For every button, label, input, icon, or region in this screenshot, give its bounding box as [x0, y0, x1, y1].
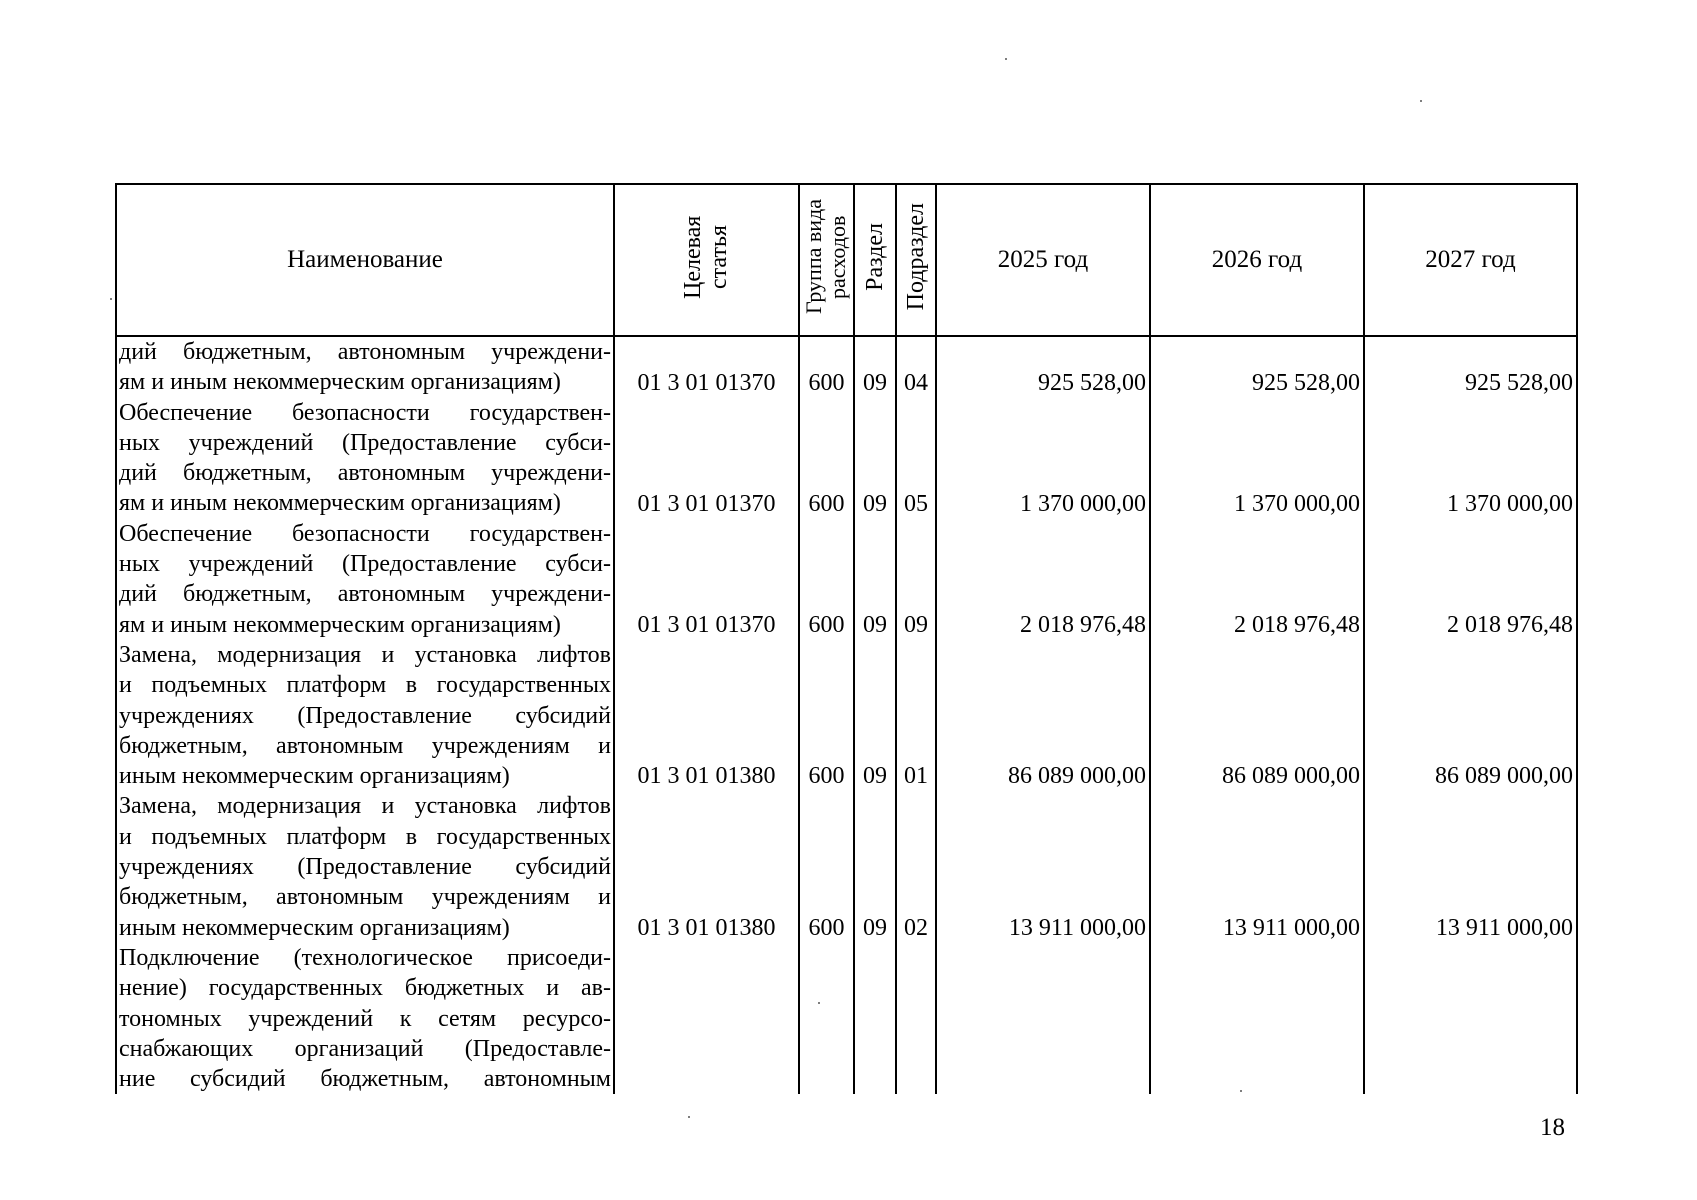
header-target-article: Целевая статья	[614, 184, 799, 336]
cell-year-2027: 2 018 976,48	[1364, 519, 1577, 640]
cell-section: 09	[854, 519, 896, 640]
name-line: бюджетным, автономным учреждениям и	[119, 732, 611, 759]
scan-speck	[818, 1002, 820, 1004]
header-section: Раздел	[854, 184, 896, 336]
cell-year-2025: 86 089 000,00	[936, 640, 1150, 791]
name-line: ние субсидий бюджетным, автономным	[119, 1066, 611, 1093]
table-row	[116, 398, 1577, 519]
cell-year-2026: 925 528,00	[1150, 336, 1364, 398]
cell-subsection: 05	[896, 398, 936, 519]
cell-name	[116, 519, 614, 640]
cell-expense-group: 600	[799, 791, 854, 942]
cell-target-article: 01 3 01 01370	[614, 519, 799, 640]
cell-section	[854, 943, 896, 1094]
scan-speck	[1420, 100, 1422, 102]
cell-year-2027	[1364, 943, 1577, 1094]
name-line: учреждениях (Предоставление субсидий	[119, 702, 611, 729]
cell-name	[116, 943, 614, 1094]
table-row	[116, 519, 1577, 640]
cell-year-2027: 86 089 000,00	[1364, 640, 1577, 791]
cell-target-article: 01 3 01 01370	[614, 336, 799, 398]
name-line: иным некоммерческим организациям)	[119, 914, 510, 941]
cell-subsection: 09	[896, 519, 936, 640]
name-line: тономных учреждений к сетям ресурсо-	[119, 1005, 611, 1032]
header-subsection: Подраздел	[896, 184, 936, 336]
cell-year-2025: 13 911 000,00	[936, 791, 1150, 942]
header-year-2026: 2026 год	[1150, 184, 1364, 336]
name-line: Замена, модернизация и установка лифтов	[119, 641, 611, 668]
name-line: снабжающих организаций (Предоставле-	[119, 1035, 611, 1062]
name-line: Обеспечение безопасности государствен-	[119, 399, 611, 426]
table-row	[116, 791, 1577, 942]
page-number: 18	[1540, 1114, 1565, 1141]
cell-expense-group	[799, 943, 854, 1094]
header-expense-group: Группа вида расходов	[799, 184, 854, 336]
name-line: ям и иным некоммерческим организациям)	[119, 369, 561, 396]
scan-speck	[688, 1116, 690, 1118]
cell-year-2026	[1150, 943, 1364, 1094]
cell-expense-group: 600	[799, 336, 854, 398]
cell-name	[116, 398, 614, 519]
cell-expense-group: 600	[799, 398, 854, 519]
name-line: ям и иным некоммерческим организациям)	[119, 490, 561, 517]
cell-subsection: 02	[896, 791, 936, 942]
scan-speck	[1240, 1090, 1242, 1092]
name-line: Обеспечение безопасности государствен-	[119, 520, 611, 547]
name-line: иным некоммерческим организациям)	[119, 763, 510, 790]
cell-target-article: 01 3 01 01380	[614, 791, 799, 942]
cell-subsection: 04	[896, 336, 936, 398]
cell-subsection: 01	[896, 640, 936, 791]
scan-speck	[110, 298, 112, 300]
cell-name	[116, 640, 614, 791]
cell-section: 09	[854, 398, 896, 519]
name-line: ных учреждений (Предоставление субси-	[119, 429, 611, 456]
cell-subsection	[896, 943, 936, 1094]
cell-expense-group: 600	[799, 640, 854, 791]
cell-name	[116, 336, 614, 398]
name-line: Замена, модернизация и установка лифтов	[119, 793, 611, 820]
cell-year-2027: 1 370 000,00	[1364, 398, 1577, 519]
name-line: ям и иным некоммерческим организациям)	[119, 611, 561, 638]
cell-section: 09	[854, 640, 896, 791]
name-line: и подъемных платформ в государственных	[119, 672, 611, 699]
budget-table	[115, 183, 1578, 1094]
cell-target-article: 01 3 01 01370	[614, 398, 799, 519]
header-year-2027: 2027 год	[1364, 184, 1577, 336]
name-line: дий бюджетным, автономным учреждени-	[119, 460, 611, 487]
name-line: учреждениях (Предоставление субсидий	[119, 854, 611, 881]
header-name: Наименование	[116, 184, 614, 336]
cell-year-2025: 925 528,00	[936, 336, 1150, 398]
cell-expense-group: 600	[799, 519, 854, 640]
header-year-2025: 2025 год	[936, 184, 1150, 336]
cell-target-article: 01 3 01 01380	[614, 640, 799, 791]
table-row	[116, 336, 1577, 398]
name-line: дий бюджетным, автономным учреждени-	[119, 581, 611, 608]
cell-name	[116, 791, 614, 942]
cell-section: 09	[854, 336, 896, 398]
table-row	[116, 943, 1577, 1094]
name-line: и подъемных платформ в государственных	[119, 823, 611, 850]
table-header-row	[116, 184, 1577, 336]
cell-year-2026: 1 370 000,00	[1150, 398, 1364, 519]
cell-year-2027: 925 528,00	[1364, 336, 1577, 398]
table-row	[116, 640, 1577, 791]
cell-section: 09	[854, 791, 896, 942]
name-line: Подключение (технологическое присоеди-	[119, 944, 611, 971]
cell-year-2026: 86 089 000,00	[1150, 640, 1364, 791]
name-line: бюджетным, автономным учреждениям и	[119, 884, 611, 911]
table-body	[116, 336, 1577, 1094]
cell-year-2025: 1 370 000,00	[936, 398, 1150, 519]
cell-year-2025	[936, 943, 1150, 1094]
name-line: дий бюджетным, автономным учреждени-	[119, 339, 611, 365]
cell-year-2026: 13 911 000,00	[1150, 791, 1364, 942]
name-line: нение) государственных бюджетных и ав-	[119, 975, 611, 1002]
name-line: ных учреждений (Предоставление субси-	[119, 551, 611, 578]
scan-speck	[1005, 58, 1007, 60]
cell-year-2025: 2 018 976,48	[936, 519, 1150, 640]
cell-year-2027: 13 911 000,00	[1364, 791, 1577, 942]
cell-year-2026: 2 018 976,48	[1150, 519, 1364, 640]
cell-target-article	[614, 943, 799, 1094]
